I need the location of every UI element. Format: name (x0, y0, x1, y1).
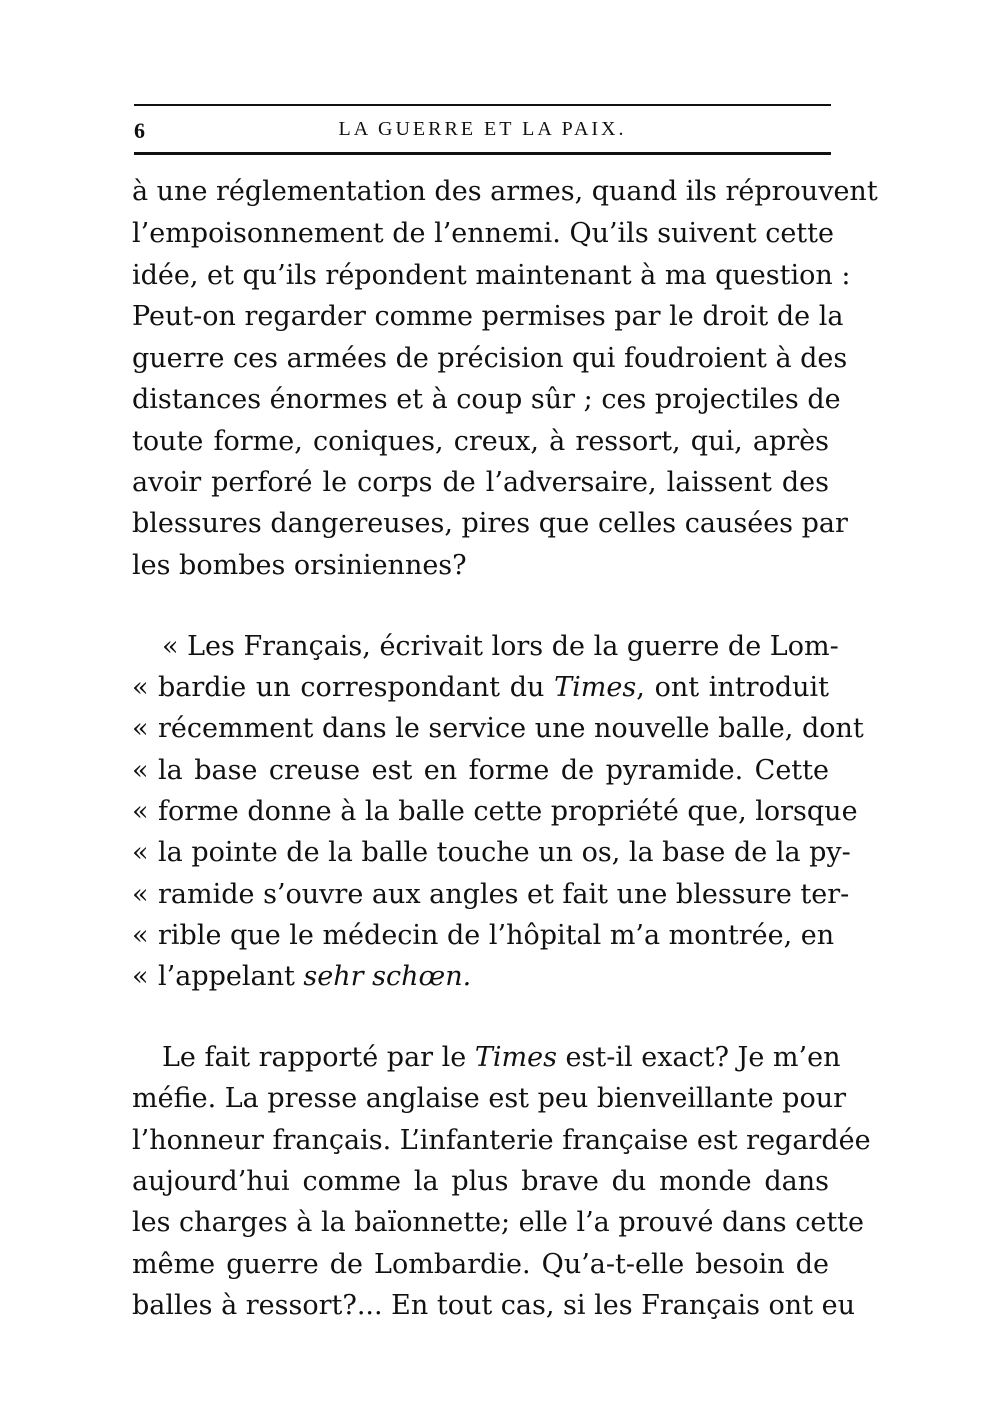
quote-text: forme donne à la balle cette propriété que, lorsque (158, 796, 858, 827)
times-title: Times (554, 672, 637, 703)
quote-mark: « (132, 961, 149, 992)
text-span: Le fait rapporté par le (162, 1042, 475, 1073)
quote-mark: « (132, 713, 149, 744)
quote-line (132, 708, 864, 750)
quote-italic: sehr schœn. (303, 961, 472, 992)
quote-mark: « (132, 920, 149, 951)
quote-text: l’appelant (158, 961, 304, 992)
quote-text: , ont introduit (636, 672, 829, 703)
quote-line (132, 750, 829, 792)
quote-mark: « (132, 755, 149, 786)
header-rule-top (134, 104, 831, 106)
quote-text: récemment dans le service une nouvelle balle, dont (158, 713, 864, 744)
quote-line (132, 874, 850, 916)
text-line: méfie. La presse anglaise est peu bienveillante pour (132, 1083, 846, 1114)
text-line (162, 1037, 841, 1079)
quote-text: la base creuse est en forme de pyramide. Cette (158, 755, 829, 786)
running-title: LA GUERRE ET LA PAIX. (338, 118, 627, 140)
quote-line (132, 667, 829, 709)
quote-text: rible que le médecin de l’hôpital m’a montrée, en (158, 920, 835, 951)
text-line: à une réglementation des armes, quand ils réprouvent (132, 176, 878, 207)
quote-line (132, 956, 829, 998)
quote-line (132, 915, 835, 957)
quote-mark: « (132, 879, 149, 910)
quote-line (132, 791, 858, 833)
quote-line: « Les Français, écrivait lors de la guerre de Lom- (162, 631, 839, 662)
quote-text: la pointe de la balle touche un os, la base de la py- (158, 837, 851, 868)
quote-text: bardie un correspondant du (158, 672, 555, 703)
text-span: est-il exact? Je m’en (556, 1042, 841, 1073)
page-number: 6 (134, 118, 145, 143)
text-line: avoir perforé le corps de l’adversaire, laissent des (132, 467, 829, 498)
quote-mark: « (132, 672, 149, 703)
quote-mark: « (132, 796, 149, 827)
text-line: l’honneur français. L’infanterie française est regardée (132, 1125, 871, 1156)
quote-mark: « (132, 837, 149, 868)
text-line: l’empoisonnement de l’ennemi. Qu’ils suivent cette (132, 218, 834, 249)
text-line: toute forme, coniques, creux, à ressort, qui, après (132, 426, 829, 457)
quote-line (132, 832, 851, 874)
text-line: les bombes orsiniennes? (132, 550, 467, 581)
text-line: balles à ressort?... En tout cas, si les Français ont eu (132, 1290, 856, 1321)
text-line: même guerre de Lombardie. Qu’a-t-elle besoin de (132, 1249, 829, 1280)
text-line: les charges à la baïonnette; elle l’a prouvé dans cette (132, 1207, 864, 1238)
text-line: distances énormes et à coup sûr ; ces projectiles de (132, 384, 841, 415)
header-rule-bottom (134, 152, 831, 155)
text-line: aujourd’hui comme la plus brave du monde dans (132, 1166, 829, 1197)
text-line: blessures dangereuses, pires que celles causées par (132, 508, 848, 539)
text-line: Peut-on regarder comme permises par le droit de la (132, 301, 844, 332)
text-line: idée, et qu’ils répondent maintenant à ma question : (132, 260, 851, 291)
times-title: Times (474, 1042, 557, 1073)
quote-text: ramide s’ouvre aux angles et fait une blessure ter- (158, 879, 850, 910)
text-line: guerre ces armées de précision qui foudroient à des (132, 343, 848, 374)
